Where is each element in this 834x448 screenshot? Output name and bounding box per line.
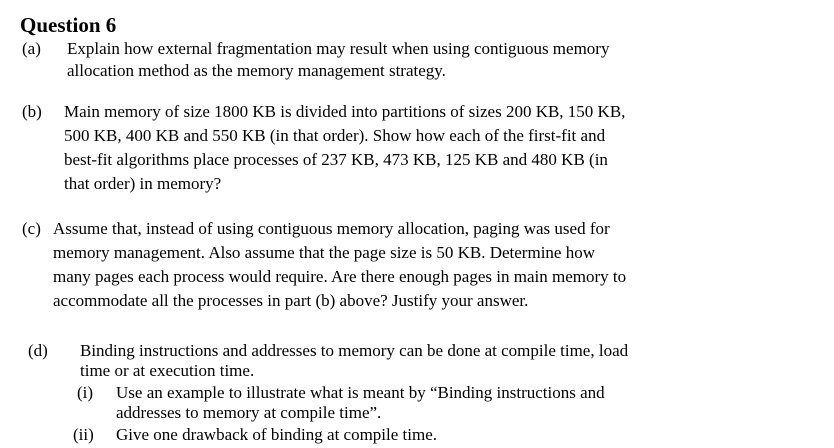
part-c-line-3: many pages each process would require. Are there enough pages in main memory to (53, 267, 627, 286)
part-b-line-4: that order) in memory? (64, 174, 222, 193)
part-c-line-4: accommodate all the processes in part (b) above? Justify your answer. (53, 291, 529, 310)
part-a-line-1: Explain how external fragmentation may result when using contiguous memory (67, 39, 610, 58)
part-c-label: (c) (22, 219, 41, 238)
part-d-i-line-2: addresses to memory at compile time”. (116, 403, 382, 422)
part-d-ii-label: (ii) (73, 425, 94, 444)
part-b-line-1: Main memory of size 1800 KB is divided into partitions of sizes 200 KB, 150 KB, (64, 102, 626, 121)
part-d-i-label: (i) (77, 383, 94, 402)
part-d-label: (d) (28, 341, 48, 360)
part-d-i-line-1: Use an example to illustrate what is meant by “Binding instructions and (116, 383, 605, 402)
question-title: Question 6 (20, 13, 117, 37)
part-a-label: (a) (22, 39, 41, 58)
part-a-line-2: allocation method as the memory management strategy. (67, 61, 446, 80)
part-c-line-1: Assume that, instead of using contiguous memory allocation, paging was used for (53, 219, 610, 238)
part-b-label: (b) (22, 102, 42, 121)
part-b-line-2: 500 KB, 400 KB and 550 KB (in that order). Show how each of the first-fit and (64, 126, 606, 145)
part-d-line-1: Binding instructions and addresses to memory can be done at compile time, load (80, 341, 629, 360)
part-d-ii-line-1: Give one drawback of binding at compile time. (116, 425, 438, 444)
part-d-line-2: time or at execution time. (80, 361, 255, 380)
part-c-line-2: memory management. Also assume that the page size is 50 KB. Determine how (53, 243, 595, 262)
part-b-line-3: best-fit algorithms place processes of 237 KB, 473 KB, 125 KB and 480 KB (in (64, 150, 608, 169)
